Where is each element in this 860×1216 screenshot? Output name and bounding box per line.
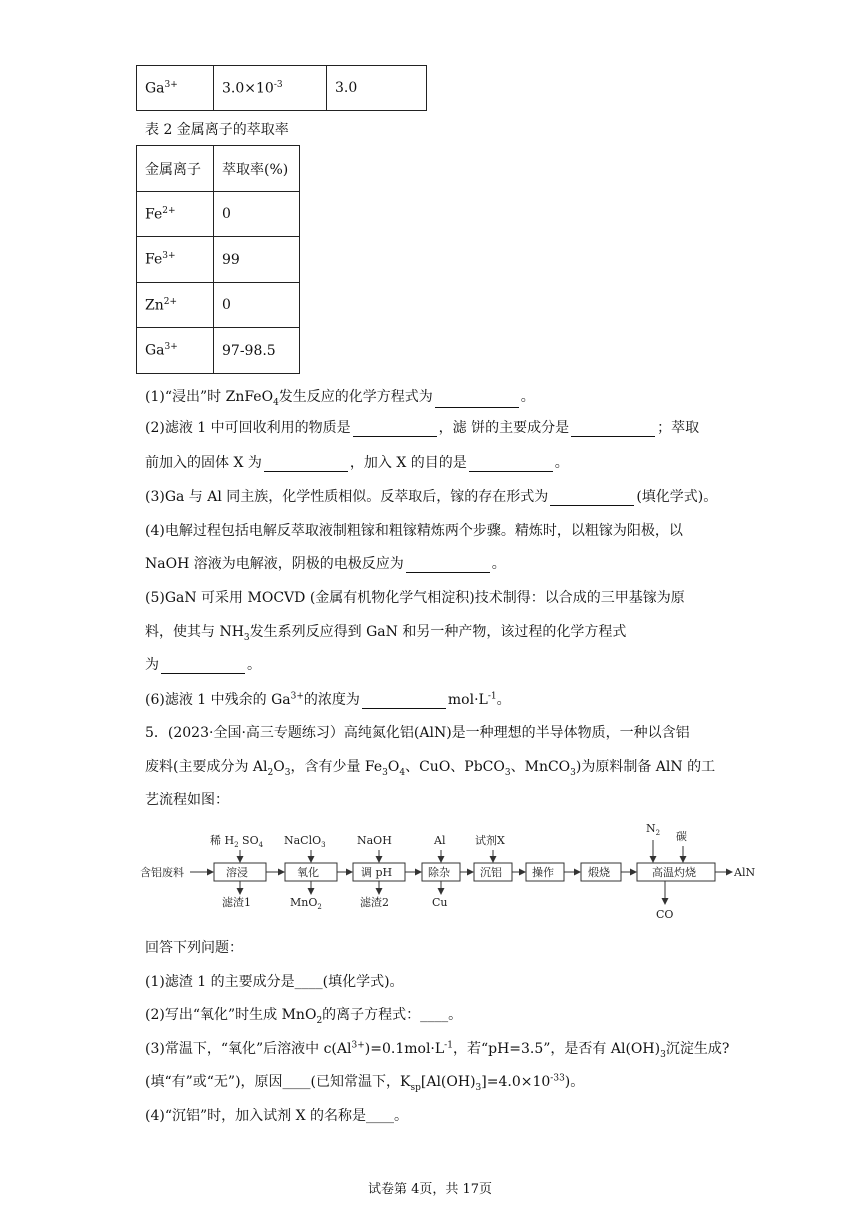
- table2: [136, 145, 300, 374]
- q5-part1: (1)滤渣 1 的主要成分是____(填化学式)。: [145, 974, 404, 990]
- flow-output: 滤渣2: [360, 896, 389, 909]
- flow-output: Cu: [432, 896, 448, 909]
- q5-intro-cont: 废料(主要成分为 $Al_2O_3$，含有少量 $Fe_3O_4$、CuO、PbCO$_3$、MnCO$_3$)为原料制备 AlN 的工: [145, 759, 716, 778]
- flow-input: 试剂X: [475, 834, 505, 847]
- flow-input: NaOH: [357, 834, 392, 847]
- table-row: $Zn^{2+}$ 0: [137, 283, 300, 328]
- q4-part3: (3)Ga 与 Al 同主族，化学性质相似。反萃取后，镓的存在形式为 (填化学式)。: [145, 489, 718, 505]
- flow-box-label: 操作: [532, 866, 554, 879]
- q5-part4: (4)“沉铝”时，加入试剂 X 的名称是____。: [145, 1108, 409, 1124]
- q4-part6: (6)滤液 1 中残余的 $Ga^{3+}$的浓度为 $mol\cdot L^{-1}$。: [145, 691, 511, 708]
- flow-output: 滤渣1: [222, 896, 251, 909]
- q4-part5-cont: 料，使其与 $NH_3$发生系列反应得到 GaN 和另一种产物，该过程的化学方程式: [145, 624, 627, 643]
- flow-box-label: 调 pH: [361, 866, 393, 879]
- flow-start: 含铝废料: [140, 866, 184, 879]
- answer-blank[interactable]: [353, 422, 437, 437]
- answer-blank[interactable]: [469, 457, 553, 472]
- flow-input: 稀 $H_2$ $SO_4$: [210, 834, 264, 849]
- flow-output: MnO$_2$: [290, 896, 322, 911]
- q4-part2-cont: 前加入的固体 X 为 ，加入 X 的目的是 。: [145, 455, 569, 471]
- table1-row: [136, 65, 427, 111]
- q5-part3-cont: (填“有”或“无”)，原因____(已知常温下，$K_{sp}[Al(OH)_3]=4.0\times 10^{-33}$)。: [145, 1073, 585, 1093]
- q5-intro-cont2: 艺流程如图：: [145, 792, 229, 808]
- flow-input: $N_2$: [646, 822, 661, 837]
- table-row: $Fe^{2+}$ 0: [137, 192, 300, 237]
- answer-blank[interactable]: [435, 393, 519, 408]
- table2-caption: 表 2 金属离子的萃取率: [145, 122, 289, 138]
- q4-part5: (5)GaN 可采用 MOCVD (金属有机物化学气相淀积)技术制得：以合成的三甲基镓为原: [145, 590, 685, 606]
- q5-part2: (2)写出“氧化”时生成 MnO$_2$的离子方程式：____。: [145, 1007, 463, 1026]
- flow-box-label: 煅烧: [588, 866, 610, 879]
- q4-part4-cont: NaOH 溶液为电解液，阴极的电极反应为 。: [145, 556, 506, 572]
- flow-box-label: 氧化: [297, 866, 319, 879]
- flow-input: 碳: [676, 830, 687, 843]
- flow-box-label: 溶浸: [226, 866, 248, 879]
- table-header: 金属离子: [137, 146, 214, 192]
- table-row: $Fe^{3+}$ 99: [137, 237, 300, 283]
- flow-output: CO: [656, 908, 674, 921]
- process-flow-diagram: [140, 818, 780, 924]
- answer-blank[interactable]: [264, 457, 348, 472]
- answer-blank[interactable]: [161, 659, 245, 674]
- flow-input: NaClO$_3$: [284, 834, 326, 849]
- flow-box-label: 除杂: [428, 866, 450, 879]
- q5-answer-prompt: 回答下列问题：: [145, 940, 243, 956]
- q4-part1: (1)“浸出”时 ZnFeO$_4$发生反应的化学方程式为 。: [145, 389, 535, 408]
- answer-blank[interactable]: [362, 694, 446, 709]
- flow-box-label: 沉铝: [480, 866, 502, 879]
- table-cell: 3.0: [327, 66, 427, 111]
- table-cell: $3.0\times 10^{-3}$: [214, 66, 327, 111]
- q5-part3: (3)常温下，“氧化”后溶液中 $c(Al^{3+})=0.1mol\cdot L^{-1}$，若“pH=3.5”，是否有 $Al(OH)_3$沉淀生成?: [145, 1040, 730, 1060]
- page-footer: 试卷第 4页，共 17页: [367, 1182, 493, 1197]
- q5-intro: 5．(2023·全国·高三专题练习）高纯氮化铝(AlN)是一种理想的半导体物质，一种以含铝: [145, 725, 690, 741]
- table-header: 萃取率(%): [214, 146, 300, 192]
- flow-input: Al: [434, 834, 446, 847]
- flow-box-label: 高温灼烧: [652, 866, 696, 879]
- q4-part5-cont2: 为 。: [145, 657, 261, 673]
- q4-part4: (4)电解过程包括电解反萃取液制粗镓和粗镓精炼两个步骤。精炼时，以粗镓为阳极，以: [145, 523, 683, 539]
- table-row: $Ga^{3+}$ 97-98.5: [137, 328, 300, 374]
- answer-blank[interactable]: [550, 491, 634, 506]
- answer-blank[interactable]: [571, 422, 655, 437]
- answer-blank[interactable]: [406, 558, 490, 573]
- table-cell: $Ga^{3+}$: [137, 66, 214, 111]
- q4-part2: (2)滤液 1 中可回收利用的物质是 ，滤 饼的主要成分是 ；萃取: [145, 420, 700, 436]
- flow-end: AlN: [734, 866, 756, 879]
